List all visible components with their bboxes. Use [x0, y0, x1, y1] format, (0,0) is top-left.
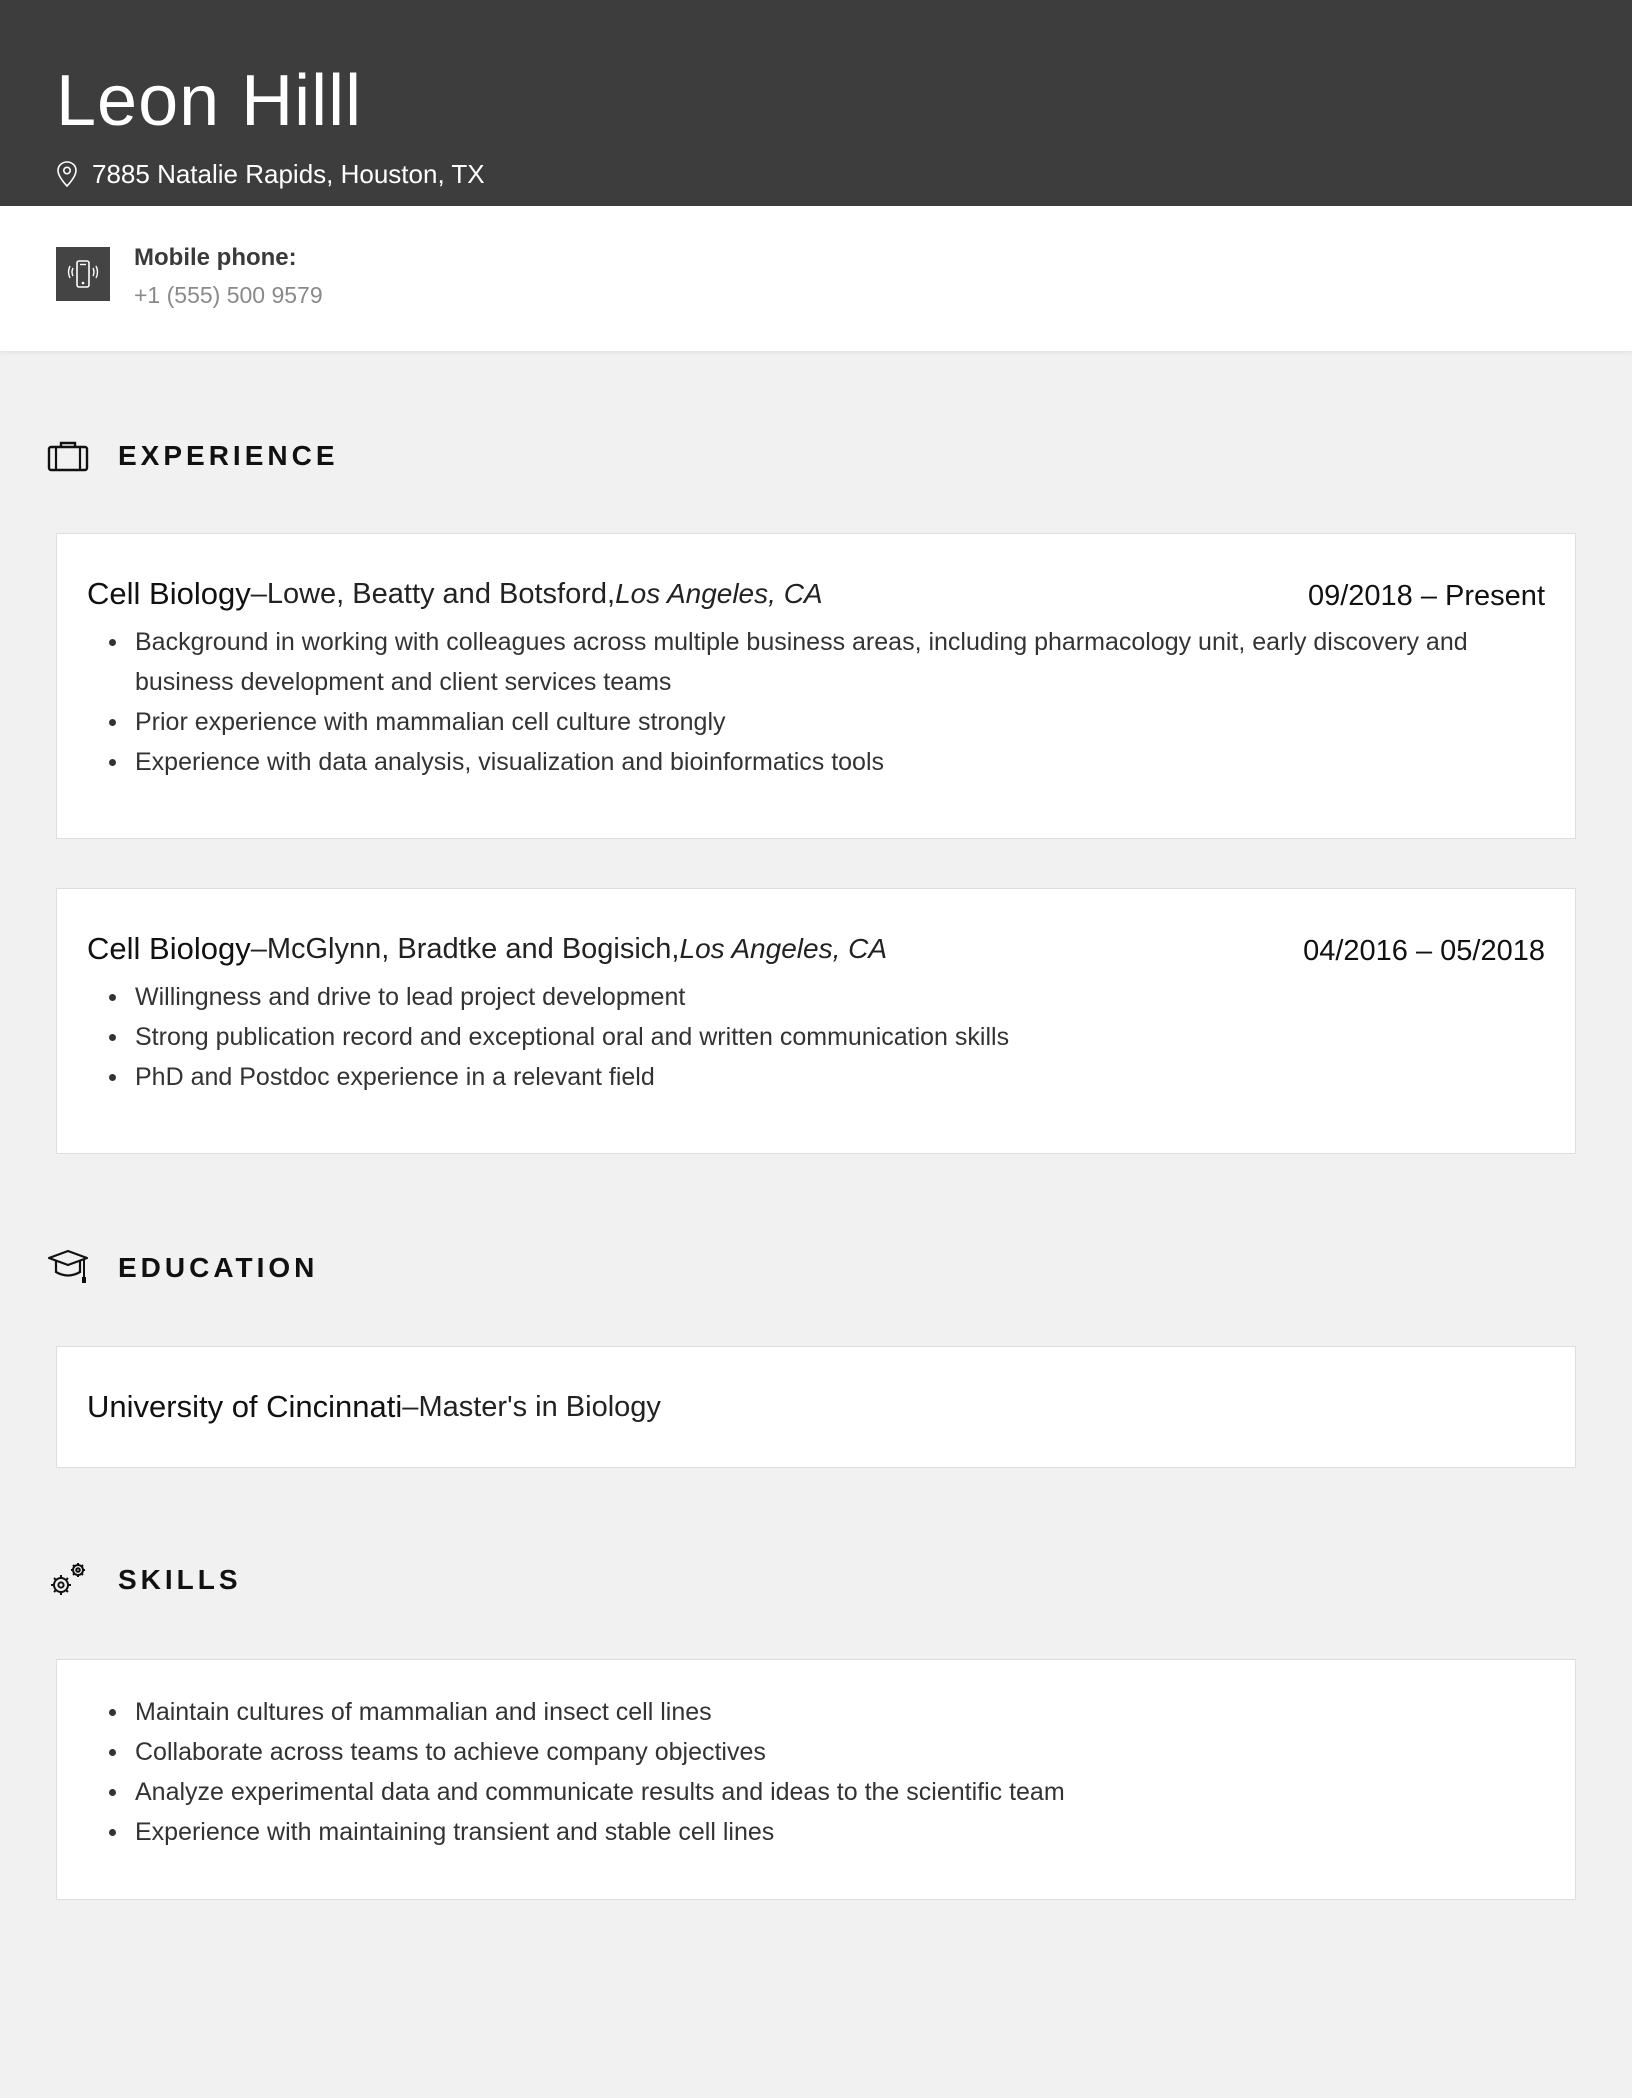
separator: –: [250, 932, 267, 965]
separator: –: [402, 1390, 419, 1423]
job-location: Los Angeles, CA: [679, 933, 888, 964]
list-item: Experience with data analysis, visualization and bioinformatics tools: [105, 742, 1545, 782]
skills-title: SKILLS: [118, 1564, 242, 1595]
graduation-cap-icon: [46, 1248, 90, 1288]
school-name: University of Cincinnati: [87, 1389, 403, 1424]
experience-entry-2: [56, 888, 1576, 1154]
list-item: Collaborate across teams to achieve company objectives: [105, 1732, 1545, 1772]
education-title: EDUCATION: [118, 1252, 319, 1283]
location-pin-icon: [56, 160, 78, 188]
separator: –: [250, 577, 267, 610]
briefcase-icon: [46, 436, 90, 476]
experience-entry-1-header: [87, 574, 1545, 614]
candidate-name: Leon Hilll: [56, 61, 363, 141]
list-item: Background in working with colleagues across multiple business areas, including pharmacology unit, early discovery and business development and client services teams: [105, 622, 1545, 702]
education-entry: [56, 1346, 1576, 1468]
gears-icon: [46, 1560, 90, 1600]
degree: Master's in Biology: [418, 1390, 661, 1423]
company-name: Lowe, Beatty and Botsford,: [266, 577, 616, 610]
list-item: Experience with maintaining transient and stable cell lines: [105, 1812, 1545, 1852]
job-location: Los Angeles, CA: [615, 578, 823, 609]
list-item: PhD and Postdoc experience in a relevant field: [105, 1057, 1545, 1097]
address-line: [56, 156, 485, 192]
list-item: Analyze experimental data and communicate results and ideas to the scientific team: [105, 1772, 1545, 1812]
address-text: 7885 Natalie Rapids, Houston, TX: [92, 158, 485, 189]
skills-card: [56, 1659, 1576, 1900]
mobile-phone-icon: [56, 247, 110, 301]
job-dates: 09/2018 – Present: [1307, 580, 1545, 612]
education-entry-header: [87, 1387, 1545, 1427]
list-item: Prior experience with mammalian cell culture strongly: [105, 702, 1545, 742]
list-item: Maintain cultures of mammalian and insect cell lines: [105, 1692, 1545, 1732]
experience-entry-1: [56, 533, 1576, 839]
experience-entry-1-bullets: [87, 622, 1545, 782]
job-title: Cell Biology: [87, 931, 251, 966]
phone-label: Mobile phone:: [134, 244, 297, 271]
experience-title: EXPERIENCE: [118, 440, 339, 471]
skills-list: [87, 1692, 1545, 1852]
job-dates: 04/2016 – 05/2018: [1303, 935, 1545, 967]
experience-entry-2-bullets: [87, 977, 1545, 1097]
company-name: McGlynn, Bradtke and Bogisich,: [266, 932, 680, 965]
phone-number[interactable]: +1 (555) 500 9579: [134, 282, 323, 308]
experience-heading: [46, 436, 339, 476]
experience-entry-2-header: [87, 929, 1545, 969]
list-item: Willingness and drive to lead project development: [105, 977, 1545, 1017]
education-heading: [46, 1248, 318, 1288]
resume-header: [0, 0, 1632, 206]
contact-bar: [0, 206, 1632, 351]
job-title: Cell Biology: [87, 576, 251, 611]
skills-heading: [46, 1560, 242, 1600]
list-item: Strong publication record and exceptional oral and written communication skills: [105, 1017, 1545, 1057]
